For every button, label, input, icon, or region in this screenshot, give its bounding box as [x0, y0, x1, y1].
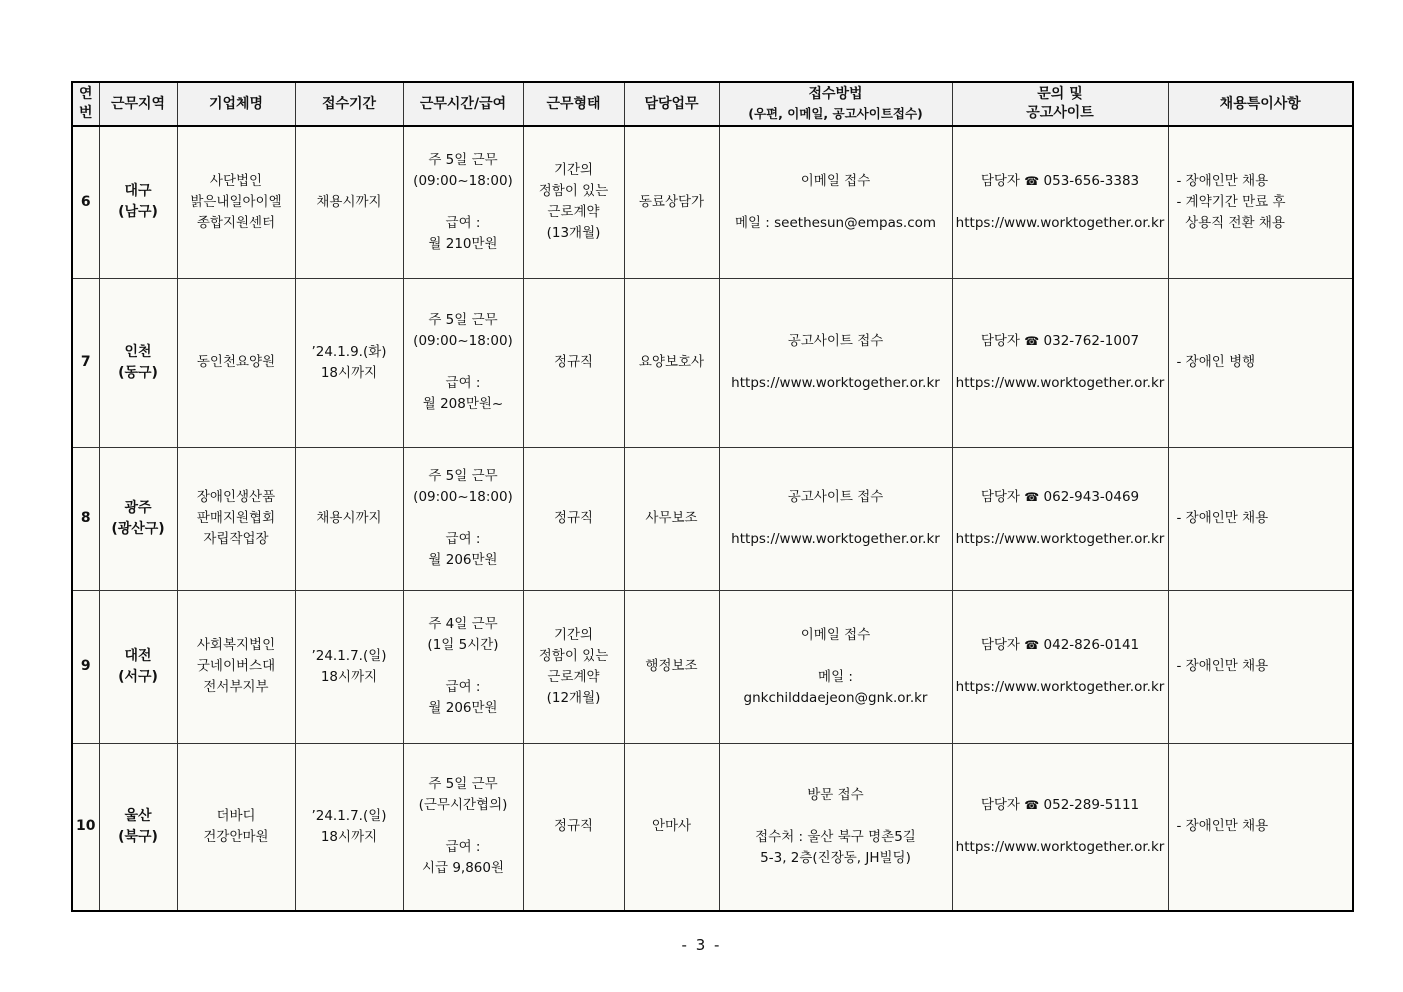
row-number-cell: [72, 447, 99, 590]
text-line: 동료상담가: [638, 193, 705, 210]
text-line: 문의 및: [1037, 86, 1083, 102]
line-gap: [723, 508, 949, 529]
contact-line: [956, 795, 1165, 816]
employment-type-cell: [523, 743, 624, 911]
table-row: [72, 447, 1353, 590]
text-line: 공고사이트 접수: [787, 333, 884, 349]
duty-cell: [624, 590, 719, 743]
contact-cell: [952, 590, 1168, 743]
period-cell: [295, 126, 403, 278]
line-gap: [956, 508, 1165, 529]
text-line: ’24.1.7.(일): [311, 647, 387, 664]
notes-cell: [1168, 590, 1353, 743]
text-line: ’24.1.9.(화): [311, 343, 387, 360]
line-gap: [407, 508, 520, 529]
text-line: 동인천요양원: [196, 354, 276, 370]
duty-cell: [624, 126, 719, 278]
text-line: (09:00~18:00): [413, 172, 513, 189]
duty-cell: [624, 447, 719, 590]
text-line: 기업체명: [208, 95, 264, 112]
text-line: (남구): [118, 204, 158, 221]
text-line: 메일 : seethesun@empas.com: [734, 214, 937, 231]
row-number-cell: [72, 278, 99, 447]
company-cell: [177, 743, 295, 911]
employment-type-cell: [523, 278, 624, 447]
text-line: 근로계약: [547, 204, 600, 221]
column-header: [1168, 82, 1353, 126]
table-row: [72, 126, 1353, 278]
text-line: 공고사이트: [1026, 105, 1094, 121]
application-method-cell: [719, 743, 952, 911]
column-header: [523, 82, 624, 126]
text-line: 요양보호사: [638, 354, 705, 370]
text-line: 급여 :: [445, 839, 481, 856]
contact-cell: [952, 278, 1168, 447]
text-line: 월 208만원~: [422, 396, 504, 412]
text-line: 상용직 전환 채용: [1176, 214, 1285, 231]
text-line: 전서부지부: [203, 679, 269, 695]
period-cell: [295, 743, 403, 911]
employment-type-cell: [523, 126, 624, 278]
text-line: 접수처 : 울산 북구 명촌5길: [755, 828, 916, 845]
text-line: 주 4일 근무: [428, 616, 498, 632]
text-line: (1일 5시간): [427, 637, 499, 653]
text-line: 9: [80, 658, 91, 674]
text-line: (12개월): [546, 689, 601, 706]
text-line: - 장애인만 채용: [1176, 818, 1269, 835]
site-link: https://www.worktogether.or.kr: [955, 679, 1165, 695]
line-gap: [407, 656, 520, 677]
text-line: 18시까지: [320, 828, 378, 845]
text-line: 기간의: [553, 626, 594, 643]
text-line: 접수기간: [321, 95, 377, 112]
text-line: 10: [76, 818, 96, 835]
text-line: 8: [80, 510, 91, 526]
text-line: 근로계약: [547, 668, 600, 685]
text-line: 근무시간/급여: [419, 95, 507, 112]
column-header: [72, 82, 99, 126]
contact-phone: 062-943-0469: [1043, 489, 1140, 505]
text-line: 급여 :: [445, 375, 481, 391]
text-line: 안마사: [651, 818, 692, 835]
text-line: 사무보조: [645, 510, 698, 526]
period-cell: [295, 447, 403, 590]
text-line: 채용시까지: [316, 193, 382, 210]
line-gap: [956, 352, 1165, 373]
contact-phone: 032-762-1007: [1043, 333, 1140, 349]
text-line: 정함이 있는: [538, 647, 609, 664]
text-line: 월 210만원: [428, 235, 498, 252]
text-line: 방문 접수: [807, 786, 864, 803]
line-gap: [723, 192, 949, 213]
site-link: https://www.worktogether.or.kr: [955, 214, 1165, 231]
text-line: 기간의: [553, 162, 594, 179]
line-gap: [956, 192, 1165, 213]
text-line: (09:00~18:00): [413, 333, 513, 349]
column-header: [403, 82, 523, 126]
phone-icon: ☎: [1024, 173, 1040, 188]
company-cell: [177, 278, 295, 447]
text-line: 굿네이버스대: [196, 658, 276, 674]
hours-salary-cell: [403, 743, 523, 911]
line-gap: [723, 646, 949, 667]
contact-phone: 052-289-5111: [1043, 797, 1140, 814]
text-line: (우편, 이메일, 공고사이트접수): [748, 106, 923, 121]
text-line: 정함이 있는: [538, 183, 609, 200]
text-line: 사단법인: [209, 172, 263, 189]
contact-cell: [952, 126, 1168, 278]
line-gap: [407, 816, 520, 837]
text-line: 연: [78, 86, 93, 102]
text-line: 메일 :: [818, 668, 853, 685]
line-gap: [956, 656, 1165, 677]
text-line: https://www.worktogether.or.kr: [731, 375, 940, 391]
text-line: 대구: [124, 183, 152, 200]
page-number: - 3 -: [681, 936, 722, 954]
text-line: 이메일 접수: [800, 172, 871, 189]
phone-icon: ☎: [1024, 334, 1040, 348]
job-listings-table: [71, 81, 1354, 912]
application-method-cell: [719, 126, 952, 278]
region-cell: [99, 126, 177, 278]
text-line: 주 5일 근무: [428, 312, 498, 328]
employment-type-cell: [523, 447, 624, 590]
table-row: [72, 590, 1353, 743]
site-link: https://www.worktogether.or.kr: [955, 839, 1165, 856]
site-link: https://www.worktogether.or.kr: [955, 531, 1165, 547]
text-line: 장애인생산품: [196, 489, 276, 505]
line-gap: [407, 352, 520, 373]
text-line: (서구): [118, 668, 158, 685]
contact-label: 담당자: [980, 333, 1020, 349]
contact-label: 담당자: [980, 797, 1020, 814]
table-body: [72, 126, 1353, 911]
text-line: (북구): [118, 828, 158, 845]
text-line: 18시까지: [320, 668, 378, 685]
text-line: - 장애인 병행: [1176, 354, 1256, 370]
text-line: 채용특이사항: [1219, 95, 1301, 112]
text-line: 대전: [124, 647, 152, 664]
hours-salary-cell: [403, 126, 523, 278]
application-method-cell: [719, 278, 952, 447]
row-number-cell: [72, 743, 99, 911]
column-header: [719, 82, 952, 126]
text-line: 근무지역: [110, 95, 166, 112]
column-header: [99, 82, 177, 126]
duty-cell: [624, 743, 719, 911]
text-line: https://www.worktogether.or.kr: [731, 531, 940, 547]
text-line: - 장애인만 채용: [1176, 510, 1269, 526]
text-line: 판매지원협회: [196, 510, 276, 526]
text-line: - 장애인만 채용: [1176, 658, 1269, 674]
line-gap: [956, 816, 1165, 837]
text-line: 시급 9,860원: [421, 860, 505, 877]
text-line: 주 5일 근무: [428, 776, 498, 793]
text-line: 급여 :: [445, 214, 481, 231]
column-header: [624, 82, 719, 126]
text-line: 울산: [124, 807, 152, 824]
hours-salary-cell: [403, 447, 523, 590]
text-line: 인천: [124, 343, 152, 360]
text-line: 담당업무: [644, 95, 699, 112]
text-line: 밝은내일아이엘: [190, 193, 282, 210]
contact-cell: [952, 743, 1168, 911]
notes-cell: [1168, 447, 1353, 590]
text-line: 종합지원센터: [196, 214, 276, 231]
text-line: - 계약기간 만료 후: [1176, 193, 1286, 210]
contact-phone: 042-826-0141: [1043, 637, 1140, 653]
phone-icon: ☎: [1024, 638, 1040, 652]
text-line: 더바디: [216, 807, 256, 824]
duty-cell: [624, 278, 719, 447]
contact-label: 담당자: [980, 489, 1020, 505]
company-cell: [177, 126, 295, 278]
region-cell: [99, 447, 177, 590]
row-number-cell: [72, 126, 99, 278]
column-header: [177, 82, 295, 126]
company-cell: [177, 447, 295, 590]
phone-icon: ☎: [1024, 798, 1040, 813]
region-cell: [99, 743, 177, 911]
table-header: [72, 82, 1353, 126]
column-header: [295, 82, 403, 126]
line-gap: [723, 806, 949, 827]
hours-salary-cell: [403, 278, 523, 447]
contact-line: [956, 171, 1165, 192]
text-line: 자립작업장: [203, 531, 269, 547]
text-line: (광산구): [111, 520, 165, 537]
text-line: 월 206만원: [428, 700, 498, 716]
period-cell: [295, 590, 403, 743]
contact-phone: 053-656-3383: [1043, 172, 1140, 189]
column-header: [952, 82, 1168, 126]
notes-cell: [1168, 743, 1353, 911]
contact-cell: [952, 447, 1168, 590]
application-method-cell: [719, 447, 952, 590]
text-line: 6: [80, 193, 91, 210]
line-gap: [723, 352, 949, 373]
contact-line: [956, 635, 1165, 656]
notes-cell: [1168, 278, 1353, 447]
text-line: gnkchilddaejeon@gnk.or.kr: [743, 689, 928, 706]
notes-cell: [1168, 126, 1353, 278]
text-line: 주 5일 근무: [428, 468, 498, 484]
contact-label: 담당자: [980, 172, 1020, 189]
text-line: 행정보조: [645, 658, 698, 674]
text-line: (13개월): [546, 225, 601, 242]
line-gap: [407, 192, 520, 213]
period-cell: [295, 278, 403, 447]
text-line: 정규직: [553, 818, 594, 835]
text-line: 7: [80, 354, 91, 370]
text-line: 주 5일 근무: [428, 151, 498, 168]
text-line: 공고사이트 접수: [787, 489, 884, 505]
table-row: [72, 278, 1353, 447]
text-line: 5-3, 2층(진장동, JH빌딩): [760, 849, 911, 866]
text-line: (09:00~18:00): [413, 489, 513, 505]
company-cell: [177, 590, 295, 743]
text-line: 급여 :: [445, 531, 481, 547]
text-line: 18시까지: [320, 364, 378, 381]
text-line: (동구): [118, 364, 158, 381]
site-link: https://www.worktogether.or.kr: [955, 375, 1165, 391]
text-line: 급여 :: [445, 679, 481, 695]
contact-line: [956, 487, 1165, 508]
contact-label: 담당자: [980, 637, 1020, 653]
row-number-cell: [72, 590, 99, 743]
text-line: 접수방법: [808, 86, 863, 102]
text-line: ’24.1.7.(일): [311, 807, 387, 824]
text-line: 월 206만원: [428, 552, 498, 568]
table-row: [72, 743, 1353, 911]
employment-type-cell: [523, 590, 624, 743]
text-line: 광주: [124, 499, 152, 516]
header-row: [72, 82, 1353, 126]
text-line: 사회복지법인: [196, 637, 276, 653]
text-line: (근무시간협의): [418, 797, 508, 814]
contact-line: [956, 331, 1165, 352]
application-method-cell: [719, 590, 952, 743]
text-line: - 장애인만 채용: [1176, 172, 1269, 189]
phone-icon: ☎: [1024, 490, 1040, 504]
text-line: 채용시까지: [316, 510, 382, 526]
text-line: 근무형태: [546, 95, 601, 112]
text-line: 정규직: [553, 510, 594, 526]
text-line: 건강안마원: [203, 828, 269, 845]
hours-salary-cell: [403, 590, 523, 743]
text-line: 번: [78, 105, 93, 121]
text-line: 이메일 접수: [800, 626, 871, 643]
region-cell: [99, 590, 177, 743]
text-line: 정규직: [553, 354, 594, 370]
region-cell: [99, 278, 177, 447]
